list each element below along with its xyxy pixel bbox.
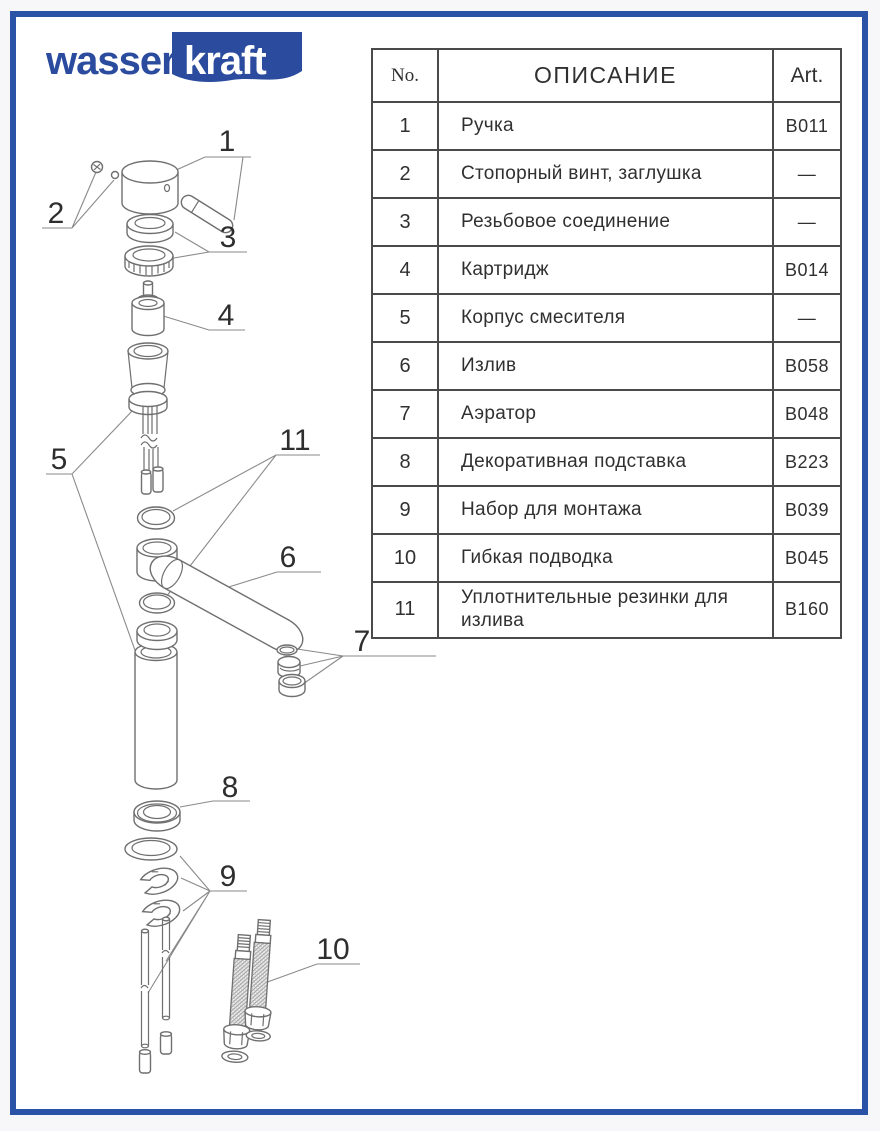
callout-10: 10 [316,933,350,966]
cell-art: B160 [773,582,841,638]
cell-art: B011 [773,102,841,150]
part-10-flexible-hoses [221,919,278,1063]
cell-no: 5 [372,294,438,342]
cell-description: Картридж [438,246,773,294]
cell-no: 2 [372,150,438,198]
table-row [372,342,841,390]
callout-3: 3 [219,221,237,254]
cell-no: 11 [372,582,438,638]
part-4-cartridge [132,281,164,336]
cell-art: B223 [773,438,841,486]
cell-description: Корпус смесителя [438,294,773,342]
part-8-decorative-base [134,801,180,831]
cell-art: — [773,198,841,246]
header-art: Art. [773,49,841,102]
callout-6: 6 [279,541,297,574]
cell-art: — [773,150,841,198]
cell-art: B039 [773,486,841,534]
cell-art: — [773,294,841,342]
part-3-threaded-connection [125,215,173,277]
part-5-lower-flange [137,622,177,650]
callout-numbers [48,125,371,966]
cell-no: 6 [372,342,438,390]
table-row [372,486,841,534]
cell-no: 9 [372,486,438,534]
parts-table-body [372,102,841,638]
table-row [372,246,841,294]
table-row [372,150,841,198]
part-2-set-screw-and-plug [92,162,119,179]
cell-description: Гибкая подводка [438,534,773,582]
mounting-stud [161,917,172,1054]
callout-4: 4 [217,299,235,332]
callout-11: 11 [279,424,311,457]
cell-no: 8 [372,438,438,486]
cell-description: Уплотнительные резинки для излива [438,582,773,638]
cell-description: Декоративная подставка [438,438,773,486]
parts-table [371,48,842,639]
part-9-mounting-kit [125,838,183,1073]
table-row [372,294,841,342]
header-description: ОПИСАНИЕ [438,49,773,102]
part-7-aerator [277,645,305,697]
table-row [372,198,841,246]
cell-art: B014 [773,246,841,294]
mounting-clamp [139,864,181,898]
cell-art: B045 [773,534,841,582]
table-row [372,582,841,638]
cell-description: Стопорный винт, заглушка [438,150,773,198]
logo-wasser-text: wasser [46,39,176,83]
table-header-row [372,49,841,102]
mounting-stud [140,929,151,1073]
table-row [372,390,841,438]
leader-line-8 [180,801,250,807]
callout-7: 7 [353,625,371,658]
cell-no: 4 [372,246,438,294]
cell-description: Резьбовое соединение [438,198,773,246]
cell-art: B048 [773,390,841,438]
cell-description: Набор для монтажа [438,486,773,534]
table-row [372,534,841,582]
callout-1: 1 [218,125,236,158]
cell-description: Ручка [438,102,773,150]
logo-kraft-text: kraft [184,39,266,83]
callout-9: 9 [219,860,237,893]
cell-no: 10 [372,534,438,582]
cell-no: 1 [372,102,438,150]
header-no: No. [372,49,438,102]
cell-no: 7 [372,390,438,438]
cell-description: Излив [438,342,773,390]
cell-description: Аэратор [438,390,773,438]
callout-8: 8 [221,771,239,804]
table-row [372,102,841,150]
callout-2: 2 [47,197,65,230]
cell-no: 3 [372,198,438,246]
callout-5: 5 [50,443,68,476]
table-row [372,438,841,486]
cell-art: B058 [773,342,841,390]
leader-line-10 [262,964,360,984]
